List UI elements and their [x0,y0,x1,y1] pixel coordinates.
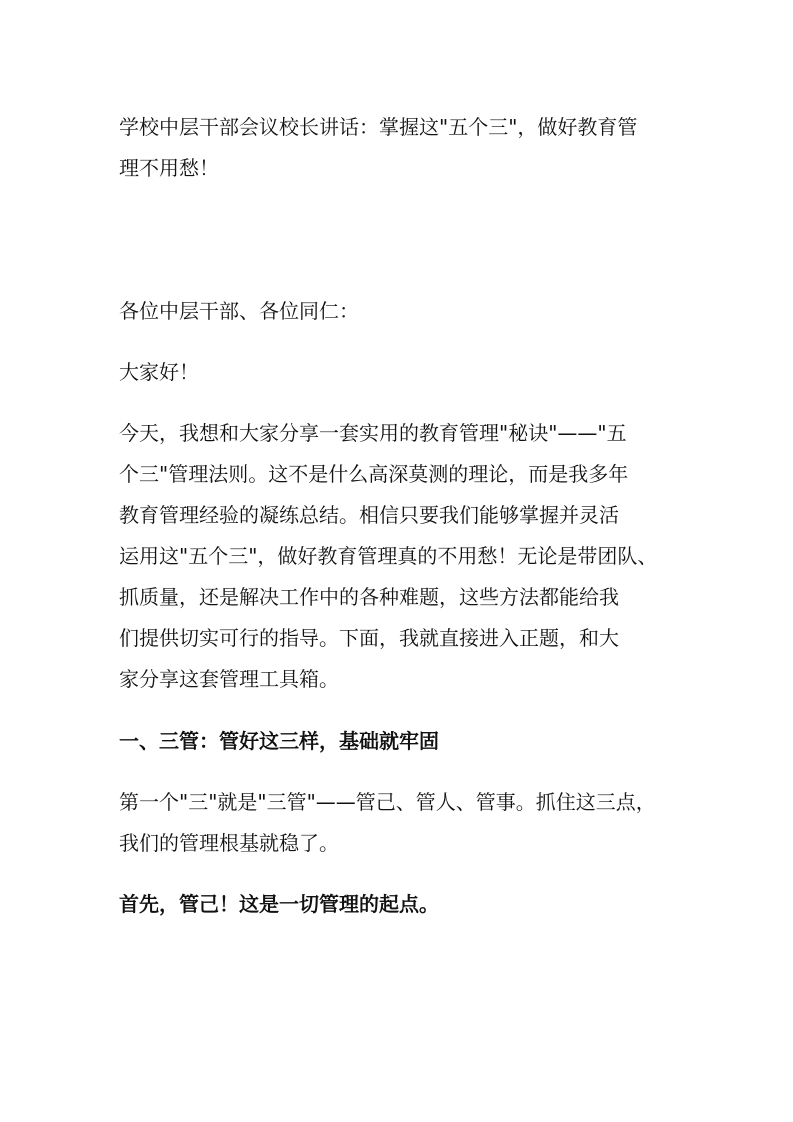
salutation: 各位中层干部、各位同仁： [119,299,359,323]
intro-line-1: 今天，我想和大家分享一套实用的教育管理"秘诀"——"五 [119,421,627,445]
title-line-1: 学校中层干部会议校长讲话：掌握这"五个三"，做好教育管 [119,115,638,139]
intro-line-2: 个三"管理法则。这不是什么高深莫测的理论，而是我多年 [119,462,629,486]
intro-line-4: 运用这"五个三"，做好教育管理真的不用愁！无论是带团队、 [119,544,658,568]
section-1-sub-heading: 首先，管己！这是一切管理的起点。 [119,892,439,916]
section-1-heading: 一、三管：管好这三样，基础就牢固 [119,729,439,753]
section-1-para-line-1: 第一个"三"就是"三管"——管己、管人、管事。抓住这三点， [119,790,656,814]
section-1-para-line-2: 我们的管理根基就稳了。 [119,831,339,855]
intro-line-7: 家分享这套管理工具箱。 [119,667,339,691]
intro-line-3: 教育管理经验的凝练总结。相信只要我们能够掌握并灵活 [119,503,619,527]
intro-line-5: 抓质量，还是解决工作中的各种难题，这些方法都能给我 [119,585,619,609]
title-line-2: 理不用愁！ [119,156,219,180]
intro-line-6: 们提供切实可行的指导。下面，我就直接进入正题，和大 [119,626,619,650]
greeting: 大家好！ [119,360,199,384]
